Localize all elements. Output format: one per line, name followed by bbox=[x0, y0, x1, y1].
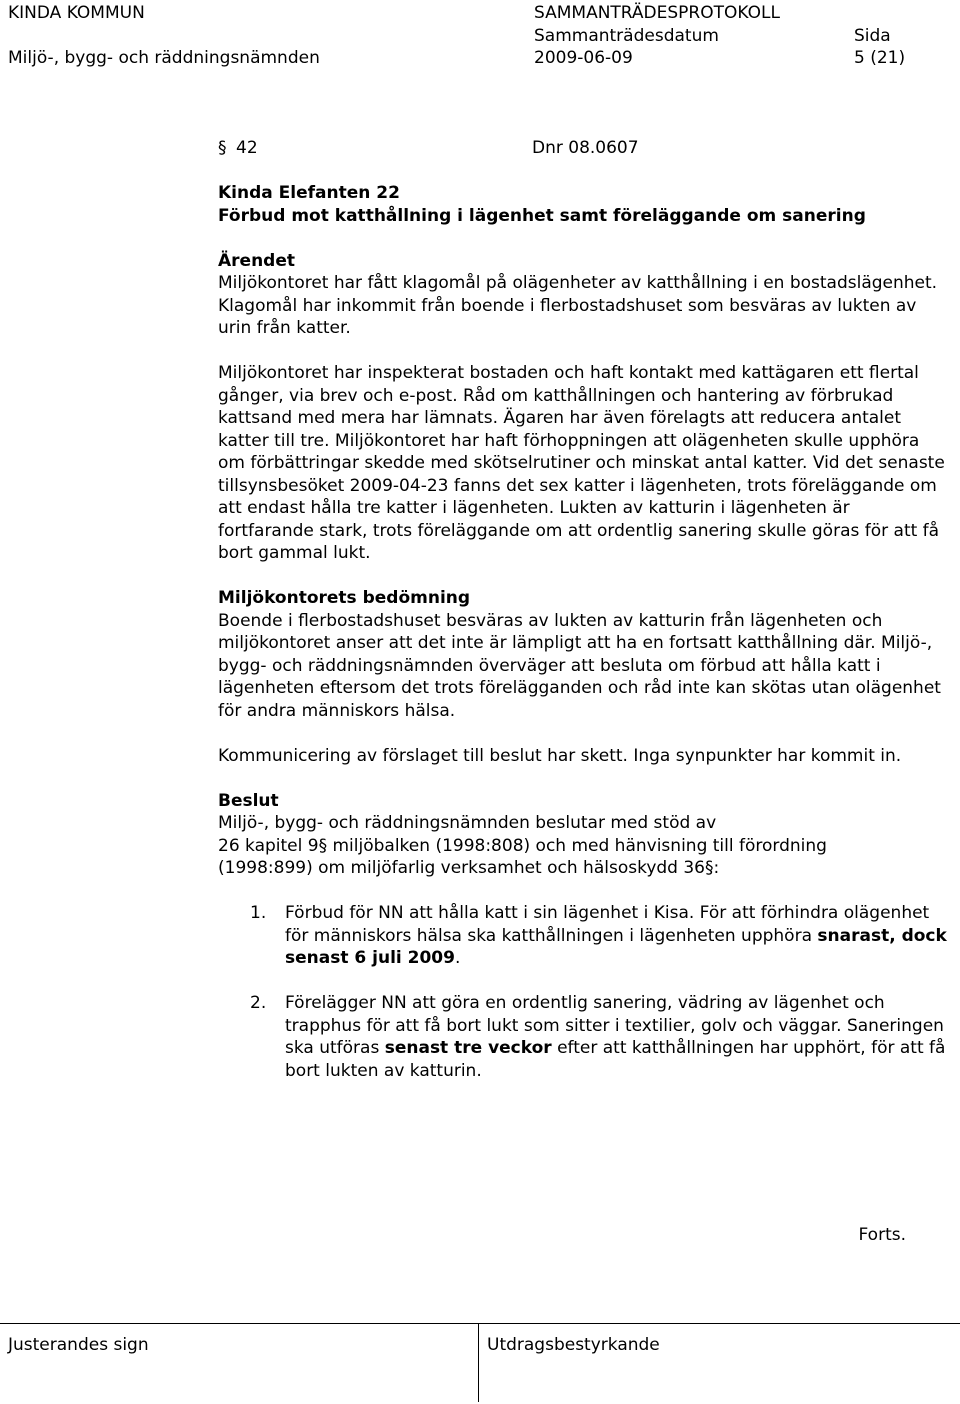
decision-deadline: senast tre veckor bbox=[384, 1038, 552, 1058]
legal-ref-law: miljöbalken (1998:808) och med hänvisning till förordning bbox=[332, 835, 827, 856]
legal-ref-chapter: 26 kapitel 9 bbox=[218, 835, 319, 856]
decision-item bbox=[218, 902, 948, 970]
decision-text: Förbud för NN att hålla katt i sin lägenhet i Kisa. För att förhindra olägenhet för människors hälsa ska katthållningen i lägenheten upphöra bbox=[285, 903, 930, 946]
beslut-intro-line-2 bbox=[218, 835, 948, 858]
page-number: 5 (21) bbox=[854, 48, 906, 68]
diary-number: Dnr 08.0607 bbox=[532, 138, 639, 158]
meeting-date: 2009-06-09 bbox=[534, 48, 633, 68]
case-number-row bbox=[218, 137, 948, 160]
decision-deadline: snarast, dock senast 6 juli 2009 bbox=[285, 925, 947, 968]
beslut-heading: Beslut bbox=[218, 790, 279, 811]
bedomning-paragraph-1: Boende i flerbostadshuset besväras av lukten av katturin från lägenheten och miljökontoret anser att det inte är lämpligt att ha en fortsatt katthållning där. Miljö-, bygg- och räddningsnämnden överväger att besluta om förbud att hålla katt i lägenheten eftersom det trots förelägganden och råd inte kan skötas utan olägenhet för andra människors hälsa. bbox=[218, 610, 941, 721]
committee-name: Miljö-, bygg- och räddningsnämnden bbox=[8, 48, 320, 68]
arendet-paragraph-2: Miljökontoret har inspekterat bostaden och haft kontakt med kattägaren ett flertal gånger, via brev och e-post. Råd om katthållningen och hantering av förbrukad kattsand med mera har lämnats. Ägaren har även förelagts att reducera antalet katter till tre. Miljökontoret har haft förhoppningen att olägenheten skulle upphöra om förbättringar skedde med skötselrutiner och minskat antal katter. Vid det senaste tillsynsbesöket 2009-04-23 fanns det sex katter i lägenheten, trots föreläggande om att endast hålla tre katter i lägenheten. Lukten av katturin i lägenheten är fortfarande stark, trots föreläggande om att ordentlig sanering skulle göras för att få bort gammal lukt. bbox=[218, 363, 945, 563]
decision-text: Förelägger NN att göra en ordentlig sanering, vädring av lägenhet och trapphus för att få bort lukt som sitter i textilier, golv och väggar. Saneringen ska utföras bbox=[285, 993, 944, 1058]
case-title-property: Kinda Elefanten 22 bbox=[218, 183, 400, 203]
decision-text-end: efter att katthållningen har upphört, för att få bort lukten av katturin. bbox=[285, 1038, 946, 1081]
decision-item bbox=[218, 992, 948, 1082]
date-label: Sammanträdesdatum bbox=[534, 25, 719, 46]
legal-ref-ordinance: (1998:899) om miljöfarlig verksamhet och hälsoskydd 36 bbox=[218, 858, 705, 878]
section-sign: § bbox=[705, 858, 714, 878]
footer-sign-cell bbox=[0, 1324, 479, 1402]
footer-extract-cell bbox=[479, 1324, 960, 1402]
page-header bbox=[8, 2, 952, 68]
case-number: 42 bbox=[236, 138, 258, 158]
bedomning-heading: Miljökontorets bedömning bbox=[218, 588, 471, 608]
org-name: KINDA KOMMUN bbox=[8, 3, 145, 23]
decision-item-text bbox=[285, 902, 948, 970]
decision-item-text bbox=[285, 992, 948, 1082]
legal-ref-end: : bbox=[713, 858, 720, 878]
signature-label: Justerandes sign bbox=[8, 1335, 149, 1355]
beslut-intro-line-3 bbox=[218, 857, 948, 880]
section-sign: § bbox=[218, 138, 227, 158]
decision-text-end: . bbox=[454, 948, 461, 968]
page-footer bbox=[0, 1323, 960, 1403]
case-title-subject: Förbud mot katthållning i lägenhet samt föreläggande om sanering bbox=[218, 205, 866, 226]
beslut-intro-line-1: Miljö-, bygg- och räddningsnämnden beslutar med stöd av bbox=[218, 813, 717, 833]
continued-note: Forts. bbox=[858, 1225, 906, 1245]
page-label: Sida bbox=[854, 25, 891, 46]
doc-type: SAMMANTRÄDESPROTOKOLL bbox=[534, 3, 780, 23]
document-body bbox=[218, 137, 948, 1082]
extract-label: Utdragsbestyrkande bbox=[487, 1335, 660, 1355]
decision-item-number: 2. bbox=[250, 993, 267, 1013]
section-sign: § bbox=[318, 835, 328, 856]
arendet-paragraph-1: Miljökontoret har fått klagomål på olägenheter av katthållning i en bostadslägenhet. Klagomål har inkommit från boende i flerbostadshuset som besväras av lukten av urin från katter. bbox=[218, 273, 938, 338]
decision-item-number: 1. bbox=[250, 903, 267, 923]
bedomning-paragraph-2: Kommunicering av förslaget till beslut har skett. Inga synpunkter har kommit in. bbox=[218, 745, 902, 766]
arendet-heading: Ärendet bbox=[218, 250, 295, 271]
